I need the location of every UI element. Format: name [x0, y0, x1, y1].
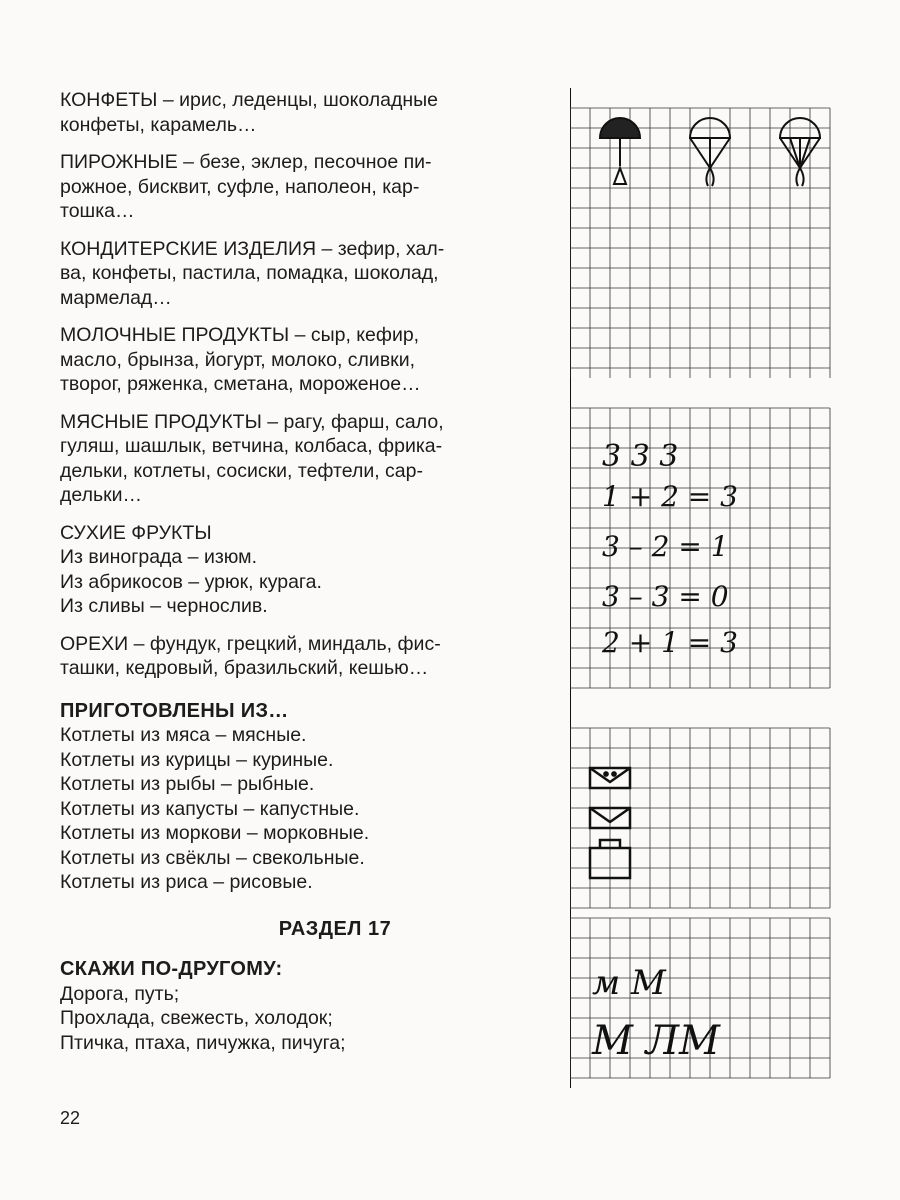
text-line: КОНФЕТЫ – ирис, леденцы, шоколадные	[60, 89, 438, 111]
text-line: гуляш, шашлык, ветчина, колбаса, фрика-	[60, 435, 443, 457]
text-line: масло, брынза, йогурт, молоко, сливки,	[60, 348, 416, 371]
text-line: Из винограда – изюм.	[60, 546, 258, 568]
grid-drawing	[570, 88, 870, 1088]
section-title: РАЗДЕЛ 17	[278, 917, 392, 940]
handwritten-letters: м М	[592, 963, 666, 1003]
paragraph-confectionery	[60, 237, 540, 311]
paragraph-meat	[60, 410, 540, 508]
text-line: Прохлада, свежесть, холодок;	[60, 1007, 333, 1029]
text-line: конфеты, карамель…	[60, 113, 257, 136]
text-line: СУХИЕ ФРУКТЫ	[60, 521, 212, 544]
paragraph-pastries	[60, 150, 540, 224]
handwritten-letters: М ЛМ	[592, 1018, 721, 1064]
text-line: Из сливы – чернослив.	[60, 595, 268, 617]
text-line: Котлеты из мяса – мясные.	[60, 724, 307, 746]
page-number: 22	[60, 1108, 81, 1128]
text-line: Птичка, птаха, пичужка, пичуга;	[60, 1031, 346, 1054]
text-line: Котлеты из моркови – морковные.	[60, 822, 370, 844]
handwritten-equation: 2 + 1 = 3	[602, 626, 738, 659]
text-line: Котлеты из рыбы – рыбные.	[60, 773, 315, 795]
text-line: ташки, кедровый, бразильский, кешью…	[60, 657, 429, 679]
text-line: мармелад…	[60, 286, 172, 309]
text-line: ва, конфеты, пастила, помадка, шоколад,	[60, 262, 439, 284]
text-column	[60, 88, 540, 1068]
text-line: Котлеты из свёклы – свекольные.	[60, 846, 365, 869]
text-line: ПИРОЖНЫЕ – безе, эклер, песочное пи-	[60, 151, 432, 173]
text-line: рожное, бисквит, суфле, наполеон, кар-	[60, 175, 420, 198]
text-line: Котлеты из риса – рисовые.	[60, 871, 313, 893]
paragraph-dairy	[60, 323, 540, 397]
paragraph-nuts	[60, 632, 540, 681]
paragraph-dried-fruits	[60, 521, 540, 619]
handwritten-equation: 3 – 2 = 1	[602, 530, 729, 563]
paragraph-candies	[60, 88, 540, 137]
handwritten-equation: 3 – 3 = 0	[602, 580, 729, 613]
text-line: Котлеты из курицы – куриные.	[60, 748, 334, 771]
handwritten-equation: 1 + 2 = 3	[602, 480, 738, 513]
text-line: тошка…	[60, 200, 135, 222]
prepared-heading: ПРИГОТОВЛЕНЫ ИЗ…	[60, 699, 289, 722]
handwritten-digits: 3 3 3	[602, 439, 679, 474]
text-line: Из абрикосов – урюк, курага.	[60, 570, 322, 593]
text-line: МЯСНЫЕ ПРОДУКТЫ – рагу, фарш, сало,	[60, 410, 444, 433]
parachute-icon	[600, 118, 640, 184]
prepared-from-block	[60, 699, 540, 895]
text-line: дельки, котлеты, сосиски, тефтели, сар-	[60, 459, 423, 482]
text-line: ОРЕХИ – фундук, грецкий, миндаль, фис-	[60, 632, 441, 655]
text-line: Котлеты из капусты – капустные.	[60, 797, 360, 820]
text-line: МОЛОЧНЫЕ ПРОДУКТЫ – сыр, кефир,	[60, 324, 420, 346]
text-line: творог, ряженка, сметана, мороженое…	[60, 373, 421, 395]
text-line: КОНДИТЕРСКИЕ ИЗДЕЛИЯ – зефир, хал-	[60, 237, 445, 260]
writing-grid	[570, 88, 870, 1088]
synonyms-heading: СКАЖИ ПО-ДРУГОМУ:	[60, 958, 283, 980]
text-line: дельки…	[60, 484, 143, 506]
synonyms-block	[60, 957, 540, 1055]
text-line: Дорога, путь;	[60, 982, 180, 1005]
